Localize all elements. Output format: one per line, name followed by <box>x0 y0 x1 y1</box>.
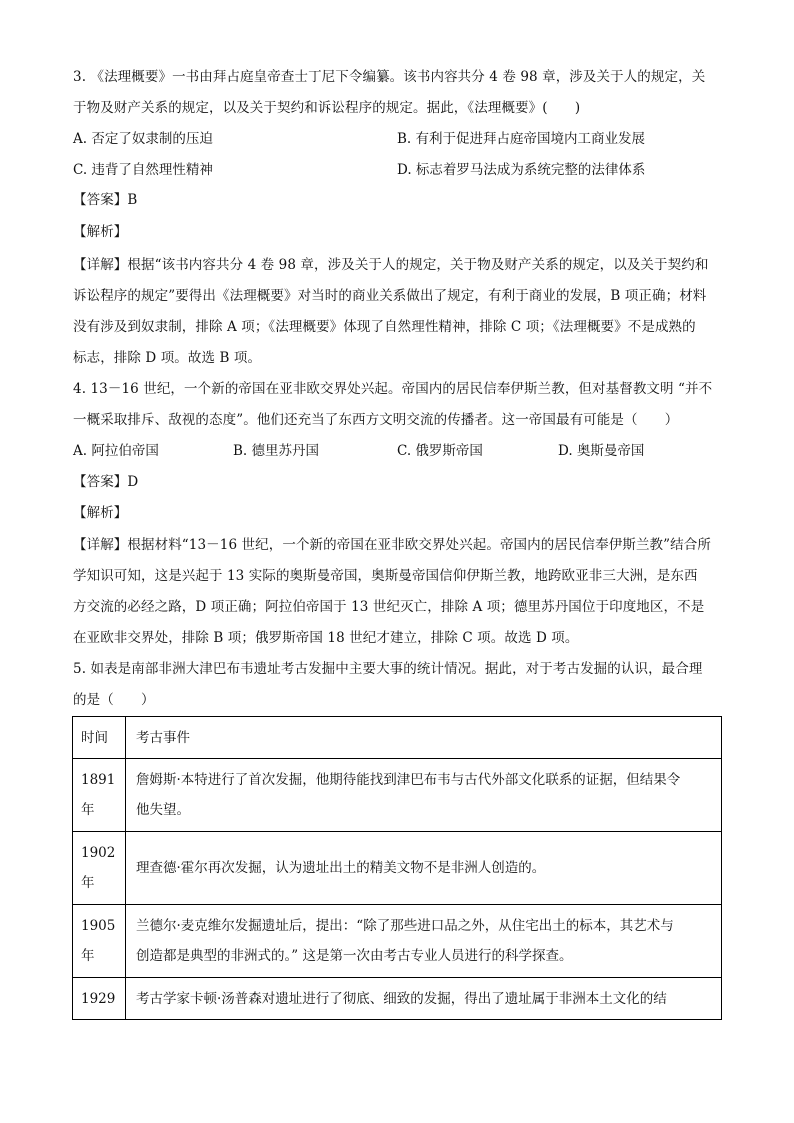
q4-option-a: A. 阿拉伯帝国 <box>73 443 159 459</box>
year-cell <box>73 978 126 1020</box>
q3-option-c: C. 违背了自然理性精神 <box>73 162 213 178</box>
q4-detail-line-1: 【详解】根据材料“13－16 世纪，一个新的帝国在亚非欧交界处兴起。帝国内的居民信奉伊斯兰教”结合所 <box>73 537 711 553</box>
q3-option-b: B. 有利于促进拜占庭帝国境内工商业发展 <box>397 131 646 147</box>
event-cell <box>126 759 722 832</box>
header-event: 考古事件 <box>126 717 722 759</box>
q3-option-d: D. 标志着罗马法成为系统完整的法律体系 <box>397 162 646 178</box>
q5-stem-line-1: 5. 如表是南部非洲大津巴布韦遗址考古发掘中主要大事的统计情况。据此，对于考古发掘的认识，最合理 <box>73 661 703 677</box>
event-text-line-2: 创造都是典型的非洲式的。” 这是第一次由考古专业人员进行的科学探查。 <box>136 948 573 964</box>
year-cell <box>73 832 126 905</box>
table-header-row <box>73 717 722 759</box>
q4-stem-line-1: 4. 13－16 世纪，一个新的帝国在亚非欧交界处兴起。帝国内的居民信奉伊斯兰教，但对基督教文明 “并不 <box>73 381 713 397</box>
q3-stem-line-1: 3. 《法理概要》一书由拜占庭皇帝查士丁尼下令编纂。该书内容共分 4 卷 98 章，涉及关于人的规定，关 <box>73 69 706 85</box>
year-suffix: 年 <box>81 802 95 818</box>
table-row <box>73 832 722 905</box>
q4-detail-line-4: 在亚欧非交界处，排除 B 项；俄罗斯帝国 18 世纪才建立，排除 C 项。故选 D 项。 <box>73 630 579 646</box>
event-cell <box>126 978 722 1020</box>
q4-option-c: C. 俄罗斯帝国 <box>397 443 483 459</box>
q3-answer: 【答案】B <box>73 192 138 208</box>
year-suffix: 年 <box>81 948 95 964</box>
header-time: 时间 <box>73 717 126 759</box>
year-text: 1891 <box>81 772 116 788</box>
event-text-line-2: 他失望。 <box>136 802 190 818</box>
q3-analysis-heading: 【解析】 <box>73 224 128 240</box>
event-text-line-1: 詹姆斯·本特进行了首次发掘，他期待能找到津巴布韦与古代外部文化联系的证据，但结果令 <box>136 772 681 788</box>
q3-option-a: A. 否定了奴隶制的压迫 <box>73 131 213 147</box>
event-cell <box>126 905 722 978</box>
year-text: 1902 <box>81 845 116 861</box>
q4-option-b: B. 德里苏丹国 <box>233 443 320 459</box>
archaeology-events-table <box>72 716 722 1020</box>
table-row <box>73 759 722 832</box>
year-cell <box>73 759 126 832</box>
table-row <box>73 905 722 978</box>
q3-stem-line-2: 于物及财产关系的规定，以及关于契约和诉讼程序的规定。据此，《法理概要》( ) <box>73 100 581 116</box>
event-text-line-1: 兰德尔·麦克维尔发掘遗址后，提出：“除了那些进口品之外，从住宅出土的标本，其艺术与 <box>136 918 674 934</box>
year-suffix: 年 <box>81 875 95 891</box>
q4-detail-line-2: 学知识可知，这是兴起于 13 实际的奥斯曼帝国，奥斯曼帝国信仰伊斯兰教，地跨欧亚非三大洲，是东西 <box>73 568 698 584</box>
q4-option-d: D. 奥斯曼帝国 <box>558 443 645 459</box>
event-cell <box>126 832 722 905</box>
table-row <box>73 978 722 1020</box>
q4-answer: 【答案】D <box>73 474 139 490</box>
year-cell <box>73 905 126 978</box>
q4-stem-line-2: 一概采取排斥、敌视的态度”。他们还充当了东西方文明交流的传播者。这一帝国最有可能是（ ） <box>73 412 679 428</box>
q3-detail-line-2: 诉讼程序的规定”要得出《法理概要》对当时的商业关系做出了规定，有利于商业的发展，B 项正确；材料 <box>73 288 707 304</box>
event-text-line-1: 理查德·霍尔再次发掘，认为遗址出土的精美文物不是非洲人创造的。 <box>136 860 546 876</box>
q3-detail-line-3: 没有涉及到奴隶制，排除 A 项；《法理概要》体现了自然理性精神，排除 C 项；《法理概要》不是成熟的 <box>73 319 696 335</box>
q4-detail-line-3: 方交流的必经之路，D 项正确；阿拉伯帝国于 13 世纪灭亡，排除 A 项；德里苏丹国位于印度地区，不是 <box>73 599 705 615</box>
year-text: 1929 <box>81 990 116 1007</box>
year-text: 1905 <box>81 918 116 934</box>
q3-detail-line-4: 标志，排除 D 项。故选 B 项。 <box>73 350 262 366</box>
q5-stem-line-2: 的是（ ） <box>73 692 155 708</box>
q3-detail-line-1: 【详解】根据“该书内容共分 4 卷 98 章，涉及关于人的规定，关于物及财产关系的规定，以及关于契约和 <box>73 257 709 273</box>
q4-analysis-heading: 【解析】 <box>73 505 128 521</box>
event-text-line-1: 考古学家卡顿·汤普森对遗址进行了彻底、细致的发掘，得出了遗址属于非洲本土文化的结 <box>136 990 667 1007</box>
